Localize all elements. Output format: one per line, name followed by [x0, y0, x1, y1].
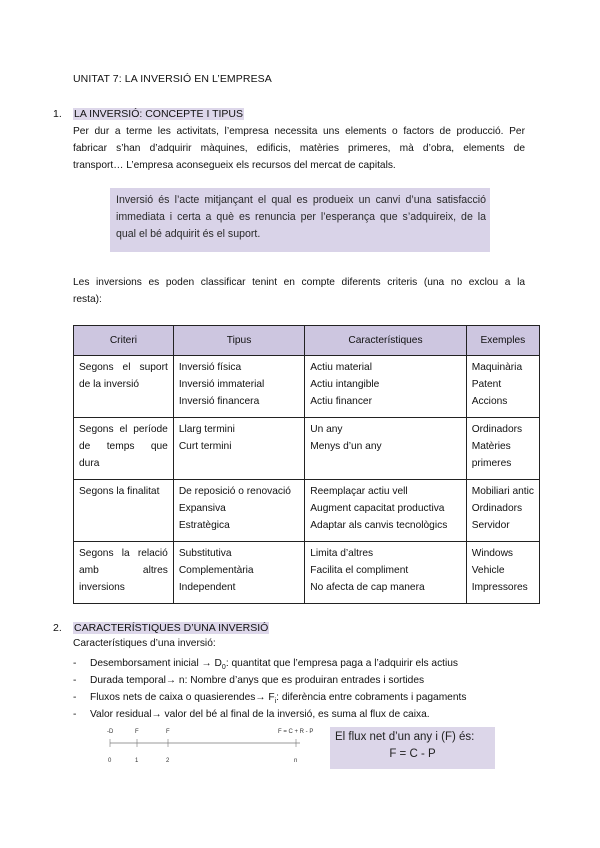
section-1-number: 1. [53, 108, 62, 120]
bullet-dash: - [73, 709, 77, 720]
cell-exemples [466, 356, 539, 418]
cell-line: Impressores [471, 582, 528, 593]
cell-line: Adaptar als canvis tecnològics [310, 520, 448, 531]
cell-criteri [74, 480, 174, 542]
bullet-dash: - [73, 658, 77, 669]
cell-tipus [173, 418, 304, 480]
table-row [74, 542, 540, 604]
cell-line: Substitutiva [178, 548, 232, 559]
item-text: Desemborsament inicial → D [90, 658, 222, 669]
timeline-top-label: F [166, 729, 170, 735]
timeline-top-label: F [135, 729, 139, 735]
header-tipus: Tipus [173, 326, 304, 356]
cell-line: Actiu intangible [310, 379, 380, 390]
section-2-title: CARACTERÍSTIQUES D’UNA INVERSIÓ [74, 622, 269, 634]
cell-caracteristiques [305, 480, 466, 542]
formula-description: El flux net d’un any i (F) és: [335, 731, 475, 743]
cell-line: Limita d’altres [310, 548, 374, 559]
header-exemples: Exemples [466, 326, 539, 356]
cell-caracteristiques [305, 418, 466, 480]
cell-line: Ordinadors [471, 424, 523, 435]
header-caracteristiques: Característiques [305, 326, 466, 356]
definition-line: qual el bé adquirit és el suport. [116, 228, 261, 240]
cell-caracteristiques [305, 542, 466, 604]
cell-line: Expansiva [178, 503, 226, 514]
cell-exemples [466, 480, 539, 542]
cell-exemples [466, 542, 539, 604]
section-2-number: 2. [53, 622, 62, 634]
cash-flow-timeline [100, 727, 325, 769]
cell-caracteristiques [305, 356, 466, 418]
item-text: : quantitat que l’empresa paga a l’adquirir els actius [225, 658, 459, 669]
definition-line: immediata i certa a què es renuncia per l’esperança que s’adquireix, de la [116, 211, 486, 223]
cell-line: Segons el suport [79, 362, 168, 373]
cell-line: Un any [310, 424, 343, 435]
timeline-bottom-label: n [294, 758, 298, 764]
cell-line: de la inversió [79, 379, 140, 390]
bullet-dash: - [73, 675, 77, 686]
cell-criteri [74, 356, 174, 418]
cell-line: Ordinadors [471, 503, 523, 514]
list-item-text: Durada temporal→ n: Nombre d’anys que es produiran entrades i sortides [90, 675, 425, 686]
cell-line: Segons la relació [79, 548, 168, 559]
paragraph-line: Per dur a terme les activitats, l’empresa necessita uns elements o factors de producció. Per [73, 126, 525, 137]
cell-exemples [466, 418, 539, 480]
cell-line: Mobiliari antic [471, 486, 534, 497]
cell-line: Complementària [178, 565, 254, 576]
cell-line: No afecta de cap manera [310, 582, 425, 593]
cell-line: Menys d’un any [310, 441, 382, 452]
cell-line: Windows [471, 548, 514, 559]
cell-line: inversions [79, 582, 125, 593]
cell-line: Matèries [471, 441, 511, 452]
item-subscript: i [274, 698, 277, 706]
table-row [74, 480, 540, 542]
cell-line: Maquinària [471, 362, 523, 373]
cell-line: dura [79, 458, 100, 469]
cell-criteri [74, 542, 174, 604]
formula: F = C - P [389, 748, 436, 760]
page-title: UNITAT 7: LA INVERSIÓ EN L’EMPRESA [73, 73, 272, 85]
header-criteri: Criteri [74, 326, 174, 356]
cell-line: Vehicle [471, 565, 505, 576]
cell-line: Accions [471, 396, 508, 407]
cell-line: Estratègica [178, 520, 230, 531]
section-2-intro: Característiques d’una inversió: [73, 638, 216, 649]
paragraph-line: fabricar s’han d’adquirir màquines, edificis, matèries primeres, mà d’obra, elements de [73, 143, 525, 154]
investment-criteria-table [73, 325, 540, 604]
cell-line: Augment capacitat productiva [310, 503, 445, 514]
cell-tipus [173, 356, 304, 418]
net-flow-formula-box [330, 727, 495, 769]
timeline-bottom-label: 2 [166, 758, 170, 764]
item-text: Fluxos nets de caixa o quasierendes→ F [90, 692, 275, 703]
cell-line: Inversió immaterial [178, 379, 265, 390]
cell-criteri [74, 418, 174, 480]
bullet-dash: - [73, 692, 77, 703]
cell-line: Segons la finalitat [79, 486, 160, 497]
cell-line: Inversió física [178, 362, 242, 373]
cell-line: amb altres [79, 565, 168, 576]
cell-line: primeres [471, 458, 512, 469]
cell-line: Facilita el compliment [310, 565, 409, 576]
timeline-bottom-label: 0 [108, 758, 112, 764]
cell-line: Independent [178, 582, 236, 593]
intro-line: resta): [73, 294, 102, 305]
cell-line: Servidor [471, 520, 510, 531]
cell-line: De reposició o renovació [178, 486, 291, 497]
timeline-top-label: F = C + R - P [278, 729, 314, 735]
intro-line: Les inversions es poden classificar tenint en compte diferents criteris (una no exclou a la [73, 277, 525, 288]
cell-line: Segons el període [79, 424, 168, 435]
item-subscript: 0 [221, 664, 226, 672]
cell-line: Inversió financera [178, 396, 260, 407]
section-1-title: LA INVERSIÓ: CONCEPTE I TIPUS [74, 108, 244, 120]
list-item-text: Valor residual→ valor del bé al final de la inversió, es suma al flux de caixa. [90, 709, 430, 720]
paragraph-line: transport… L’empresa aconsegueix els recursos del mercat de capitals. [73, 160, 396, 171]
cell-line: Curt termini [178, 441, 232, 452]
item-text: : diferència entre cobraments i pagaments [276, 692, 467, 703]
timeline-bottom-label: 1 [135, 758, 139, 764]
table-row [74, 418, 540, 480]
cell-line: Actiu material [310, 362, 372, 373]
section-1-paragraph [73, 123, 525, 174]
cell-line: Actiu financer [310, 396, 372, 407]
cell-tipus [173, 542, 304, 604]
cell-tipus [173, 480, 304, 542]
table-row [74, 356, 540, 418]
cell-line: Llarg termini [178, 424, 235, 435]
classification-intro [73, 274, 525, 308]
timeline-top-label: -D [107, 729, 114, 735]
cell-line: Patent [471, 379, 502, 390]
cell-line: de temps que [79, 441, 168, 452]
definition-box [110, 188, 490, 252]
table-header-row [74, 326, 540, 356]
cell-line: Reemplaçar actiu vell [310, 486, 408, 497]
definition-line: Inversió és l’acte mitjançant el qual es produeix un canvi d’una satisfacció [116, 194, 486, 206]
